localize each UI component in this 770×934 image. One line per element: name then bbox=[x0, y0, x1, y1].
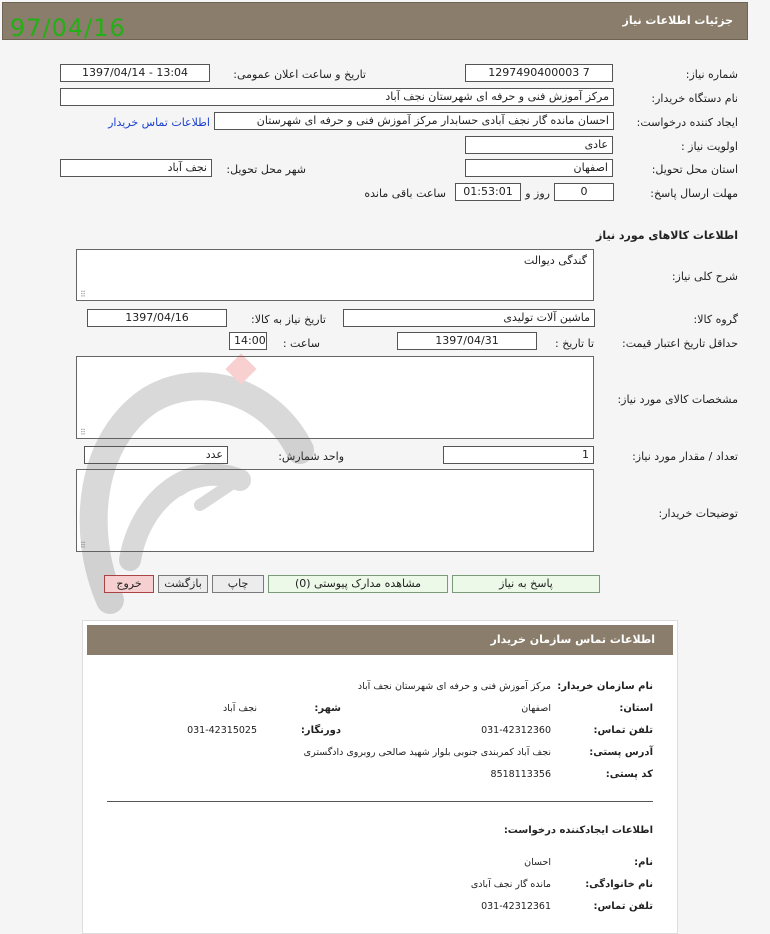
hour-label: ساعت : bbox=[282, 337, 320, 350]
creator-name-label: نام: bbox=[634, 857, 653, 868]
buyer-contact-panel bbox=[82, 620, 678, 934]
unit-label: واحد شمارش: bbox=[278, 450, 344, 463]
time-left-label: ساعت باقی مانده bbox=[364, 187, 446, 200]
announce-datetime-label: تاریخ و ساعت اعلان عمومی: bbox=[233, 68, 366, 81]
reply-button[interactable]: پاسخ به نیاز bbox=[452, 575, 600, 593]
delivery-city-field: نجف آباد bbox=[60, 159, 212, 177]
until-date-label: تا تاریخ : bbox=[555, 337, 594, 350]
contact-address-label: آدرس پستی: bbox=[589, 747, 653, 758]
contact-phone-label: تلفن تماس: bbox=[593, 725, 653, 736]
contact-org-value: مرکز آموزش فنی و حرفه ای شهرستان نجف آباد bbox=[357, 681, 551, 692]
contact-city-label: شهر: bbox=[314, 703, 341, 714]
need-date-label: تاریخ نیاز به کالا: bbox=[251, 313, 326, 326]
contact-panel-title: اطلاعات تماس سازمان خریدار bbox=[490, 633, 655, 646]
contact-province-label: استان: bbox=[619, 703, 653, 714]
quantity-field: 1 bbox=[443, 446, 594, 464]
resize-grip-icon: ⠿ bbox=[80, 428, 86, 437]
days-field: 0 bbox=[554, 183, 614, 201]
contact-postal-value: 8518113356 bbox=[490, 769, 551, 780]
priority-label: اولویت نیاز : bbox=[680, 140, 738, 153]
hour-field: 14:00 bbox=[229, 332, 267, 350]
attachments-button[interactable]: مشاهده مدارک پیوستی (0) bbox=[268, 575, 448, 593]
description-label: شرح کلی نیاز: bbox=[671, 270, 738, 283]
contact-address-value: نجف آباد کمربندی جنوبی بلوار شهید صالحی روبروی دادگستری bbox=[303, 747, 551, 758]
resize-grip-icon: ⠿ bbox=[80, 290, 86, 299]
creator-phone-value: 031-42312361 bbox=[481, 901, 551, 912]
priority-field: عادی bbox=[465, 136, 613, 154]
buyer-contact-link[interactable]: اطلاعات تماس خریدار bbox=[108, 116, 210, 129]
contact-province-value: اصفهان bbox=[521, 703, 551, 714]
print-button[interactable]: چاپ bbox=[212, 575, 264, 593]
goods-section-title: اطلاعات کالاهای مورد نیاز bbox=[596, 229, 738, 242]
need-number-field: 1297490400003 7 bbox=[465, 64, 613, 82]
contact-org-label: نام سازمان خریدار: bbox=[557, 681, 653, 692]
contact-phone-value: 031-42312360 bbox=[481, 725, 551, 736]
creator-name-value: احسان bbox=[524, 857, 551, 868]
exit-button[interactable]: خروج bbox=[104, 575, 154, 593]
page-title: جزئیات اطلاعات نیاز bbox=[622, 14, 733, 27]
delivery-province-field: اصفهان bbox=[465, 159, 613, 177]
contact-fax-value: 031-42315025 bbox=[187, 725, 257, 736]
unit-field: عدد bbox=[84, 446, 228, 464]
need-date-field: 1397/04/16 bbox=[87, 309, 227, 327]
buyer-org-field: مرکز آموزش فنی و حرفه ای شهرستان نجف آباد bbox=[60, 88, 614, 106]
need-number-label: شماره نیاز: bbox=[685, 68, 738, 81]
buyer-org-label: نام دستگاه خریدار: bbox=[651, 92, 738, 105]
creator-phone-label: تلفن تماس: bbox=[593, 901, 653, 912]
creator-family-label: نام خانوادگی: bbox=[585, 879, 653, 890]
days-label: روز و bbox=[525, 187, 550, 200]
date-stamp: 97/04/16 bbox=[10, 14, 126, 42]
min-price-validity-label: حداقل تاریخ اعتبار قیمت: bbox=[622, 337, 738, 350]
contact-divider bbox=[107, 801, 653, 802]
creator-family-value: مانده گار نجف آبادی bbox=[470, 879, 551, 890]
goods-group-label: گروه کالا: bbox=[693, 313, 738, 326]
description-text: گندگی دیوالت bbox=[523, 254, 587, 267]
creator-info-title: اطلاعات ایجادکننده درخواست: bbox=[503, 825, 653, 836]
contact-fax-label: دورنگار: bbox=[300, 725, 341, 736]
resize-grip-icon: ⠿ bbox=[80, 541, 86, 550]
time-left-field: 01:53:01 bbox=[455, 183, 521, 201]
goods-specs-label: مشخصات کالای مورد نیاز: bbox=[617, 393, 738, 406]
creator-field: احسان مانده گار نجف آبادی حسابدار مرکز آموزش فنی و حرفه ای شهرستان bbox=[214, 112, 614, 130]
delivery-province-label: استان محل تحویل: bbox=[651, 163, 738, 176]
announce-datetime-field: 1397/04/14 - 13:04 bbox=[60, 64, 210, 82]
quantity-label: تعداد / مقدار مورد نیاز: bbox=[632, 450, 738, 463]
contact-postal-label: کد پستی: bbox=[605, 769, 653, 780]
until-date-field: 1397/04/31 bbox=[397, 332, 537, 350]
contact-city-value: نجف آباد bbox=[222, 703, 257, 714]
back-button[interactable]: بازگشت bbox=[158, 575, 208, 593]
creator-label: ایجاد کننده درخواست: bbox=[636, 116, 738, 129]
delivery-city-label: شهر محل تحویل: bbox=[226, 163, 306, 176]
deadline-label: مهلت ارسال پاسخ: bbox=[650, 187, 738, 200]
buyer-notes-label: توضیحات خریدار: bbox=[658, 507, 738, 520]
description-textarea[interactable] bbox=[76, 249, 594, 301]
contact-panel-header bbox=[87, 625, 673, 655]
goods-group-field: ماشین آلات تولیدی bbox=[343, 309, 595, 327]
